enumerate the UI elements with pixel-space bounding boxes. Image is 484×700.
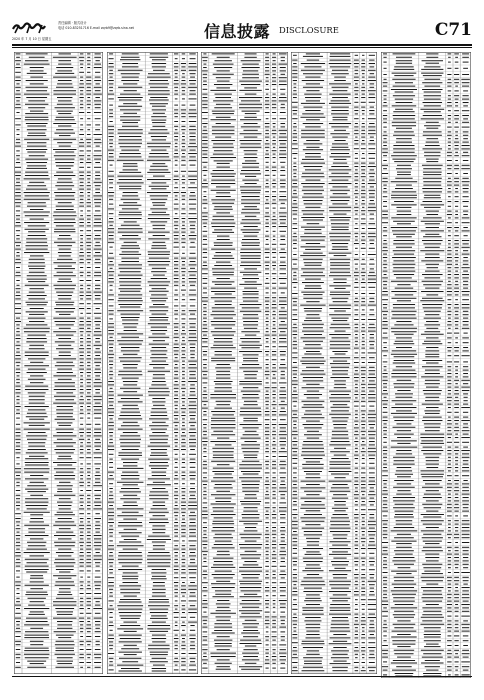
table-column-2 (107, 52, 198, 674)
table-column-1 (14, 52, 103, 674)
section-title: 信息披露 (204, 22, 271, 41)
header-rule-thin (12, 47, 472, 48)
issue-date: 2020 年 7 月 10 日 星期五 (12, 37, 52, 41)
masthead-meta (58, 21, 134, 30)
page-number: C71 (434, 20, 472, 40)
footer-rule (12, 676, 472, 677)
table-column-3 (201, 52, 288, 674)
table-column-5 (381, 52, 471, 678)
newspaper-logo (12, 20, 52, 36)
masthead-editor: 责任编辑 · 版式设计 (58, 21, 87, 25)
header-rule (12, 44, 472, 46)
table-column-4 (291, 52, 377, 674)
section-subtitle: DISCLOSURE (279, 25, 339, 35)
masthead-contact: 电话 010-83251716 E-mail zqrb9@zqrb.sina.net (58, 25, 134, 30)
masthead (12, 20, 472, 42)
